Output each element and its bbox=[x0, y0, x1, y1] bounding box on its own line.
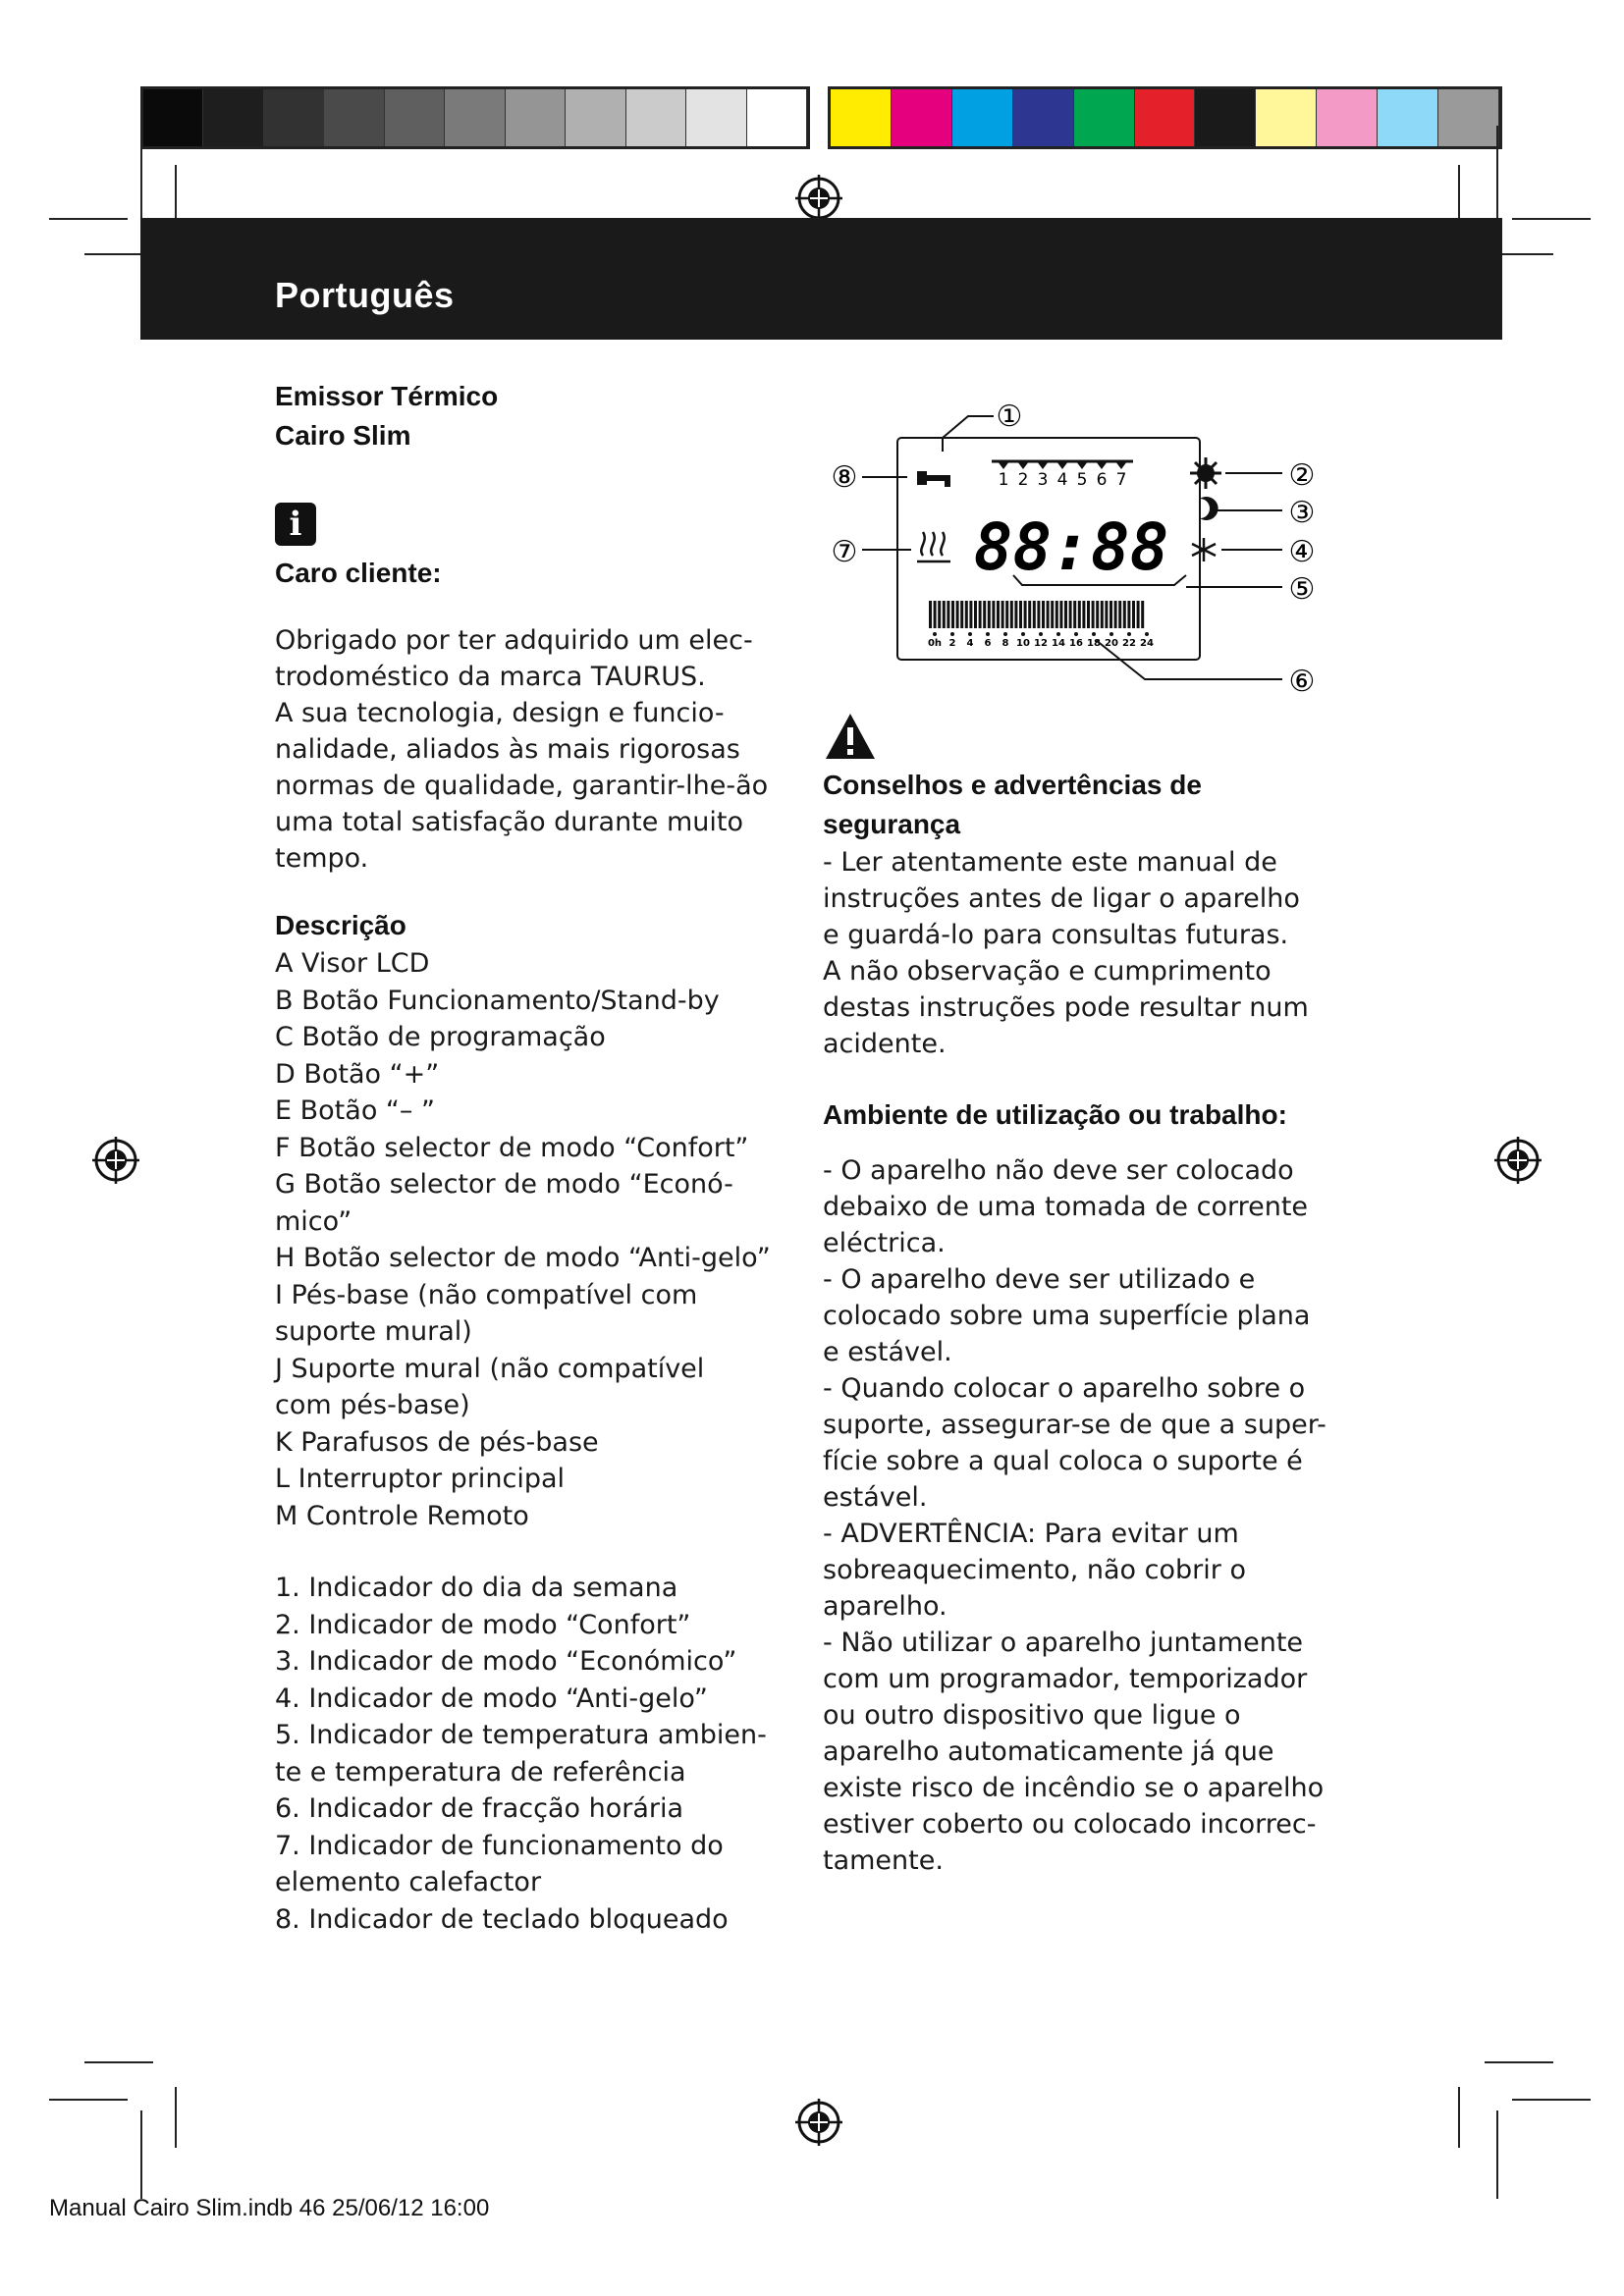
intro-line: A sua tecnologia, design e funcio- bbox=[275, 698, 725, 728]
time-bar bbox=[1123, 601, 1126, 628]
day-marker bbox=[1076, 461, 1088, 469]
day-marker bbox=[1056, 461, 1068, 469]
hour-dot bbox=[1003, 632, 1007, 636]
safety-line: acidente. bbox=[823, 1029, 947, 1059]
lcd-display-diagram bbox=[821, 383, 1331, 707]
list-item: 5. Indicador de temperatura ambien- bbox=[275, 1720, 767, 1750]
environment-line: e estável. bbox=[823, 1337, 952, 1367]
callout-1: ① bbox=[996, 400, 1023, 434]
time-bar bbox=[934, 601, 937, 628]
day-label: 6 bbox=[1096, 470, 1108, 490]
day-marker bbox=[1017, 461, 1029, 469]
color-swatch bbox=[831, 89, 892, 146]
registration-mark-icon bbox=[1492, 1135, 1543, 1186]
hour-label: 4 bbox=[966, 638, 974, 649]
environment-line: estável. bbox=[823, 1482, 928, 1513]
list-item: E Botão “– ” bbox=[275, 1095, 435, 1126]
time-bar bbox=[956, 601, 959, 628]
hour-dot bbox=[1056, 632, 1060, 636]
color-swatch bbox=[1013, 89, 1074, 146]
time-bar bbox=[1010, 601, 1013, 628]
environment-line: aparelho automaticamente já que bbox=[823, 1736, 1274, 1767]
time-bar bbox=[1051, 601, 1054, 628]
time-bar bbox=[1132, 601, 1135, 628]
indicators-list bbox=[275, 1570, 785, 1938]
list-item: H Botão selector de modo “Anti-gelo” bbox=[275, 1243, 771, 1273]
intro-line: Obrigado por ter adquirido um elec- bbox=[275, 625, 753, 656]
hourly-fraction-bars bbox=[929, 601, 1149, 636]
color-swatch bbox=[626, 89, 686, 146]
color-swatch bbox=[264, 89, 324, 146]
time-bar bbox=[1137, 601, 1140, 628]
day-marker bbox=[1037, 461, 1049, 469]
hour-label: 20 bbox=[1105, 638, 1118, 649]
time-bar bbox=[1078, 601, 1081, 628]
hour-dot bbox=[986, 632, 990, 636]
intro-heading: Caro cliente: bbox=[275, 558, 442, 588]
language-title: Português bbox=[275, 275, 455, 315]
gray-scale-bar bbox=[140, 86, 810, 149]
time-bar bbox=[1019, 601, 1022, 628]
time-bar bbox=[1110, 601, 1112, 628]
list-item: 7. Indicador de funcionamento do bbox=[275, 1830, 724, 1861]
product-name-line1: Emissor Térmico bbox=[275, 381, 499, 411]
color-swatch bbox=[952, 89, 1013, 146]
environment-line: - O aparelho deve ser utilizado e bbox=[823, 1264, 1256, 1295]
time-bar bbox=[1087, 601, 1090, 628]
environment-line: existe risco de incêndio se o aparelho bbox=[823, 1773, 1325, 1803]
warning-triangle-icon bbox=[823, 711, 878, 762]
callout-7: ⑦ bbox=[831, 535, 858, 569]
list-item: mico” bbox=[275, 1205, 352, 1237]
day-label: 1 bbox=[998, 470, 1009, 490]
hour-label: 22 bbox=[1122, 638, 1136, 649]
time-bar bbox=[979, 601, 982, 628]
intro-line: uma total satisfação durante muito bbox=[275, 807, 743, 837]
registration-mark-icon bbox=[90, 1135, 141, 1186]
environment-line: estiver coberto ou colocado incorrec- bbox=[823, 1809, 1317, 1840]
color-swatch bbox=[445, 89, 505, 146]
day-marker bbox=[998, 461, 1009, 469]
list-item: L Interruptor principal bbox=[275, 1464, 566, 1494]
moon-icon bbox=[1200, 497, 1218, 520]
list-item: C Botão de programação bbox=[275, 1022, 606, 1052]
time-bar bbox=[1127, 601, 1130, 628]
info-icon: i bbox=[275, 503, 316, 546]
time-bar bbox=[960, 601, 963, 628]
hour-label: 6 bbox=[984, 638, 992, 649]
time-bar bbox=[1082, 601, 1085, 628]
safety-text bbox=[823, 844, 1333, 1062]
list-item: com pés-base) bbox=[275, 1390, 470, 1420]
environment-line: eléctrica. bbox=[823, 1228, 946, 1258]
color-swatch bbox=[1438, 89, 1499, 146]
time-bar bbox=[938, 601, 941, 628]
list-item: I Pés-base (não compatível com bbox=[275, 1279, 698, 1310]
environment-line: sobreaquecimento, não cobrir o bbox=[823, 1555, 1246, 1585]
callout-6: ⑥ bbox=[1288, 665, 1316, 699]
list-item: elemento calefactor bbox=[275, 1867, 542, 1897]
time-bar bbox=[988, 601, 991, 628]
list-item: G Botão selector de modo “Econó- bbox=[275, 1169, 733, 1200]
time-bar bbox=[947, 601, 949, 628]
list-item: B Botão Funcionamento/Stand-by bbox=[275, 985, 720, 1016]
environment-line: fície sobre a qual coloca o suporte é bbox=[823, 1446, 1303, 1476]
hour-dot bbox=[1021, 632, 1025, 636]
environment-line: - Não utilizar o aparelho juntamente bbox=[823, 1628, 1304, 1658]
list-item: F Botão selector de modo “Confort” bbox=[275, 1132, 749, 1163]
environment-line: com um programador, temporizador bbox=[823, 1664, 1308, 1694]
heating-element-icon bbox=[917, 532, 950, 561]
day-of-week-indicator bbox=[992, 461, 1133, 469]
color-swatch bbox=[143, 89, 203, 146]
product-name-line2: Cairo Slim bbox=[275, 420, 411, 451]
time-bar bbox=[1118, 601, 1121, 628]
environment-line: tamente. bbox=[823, 1845, 944, 1876]
color-swatch bbox=[1378, 89, 1438, 146]
time-bar bbox=[951, 601, 954, 628]
intro-line: trodoméstico da marca TAURUS. bbox=[275, 662, 706, 692]
time-bar bbox=[1059, 601, 1062, 628]
day-label: 7 bbox=[1115, 470, 1127, 490]
hour-label: 8 bbox=[1001, 638, 1009, 649]
list-item: 2. Indicador de modo “Confort” bbox=[275, 1609, 691, 1640]
time-bar bbox=[1114, 601, 1117, 628]
hour-dot bbox=[968, 632, 972, 636]
environment-line: colocado sobre uma superfície plana bbox=[823, 1301, 1311, 1331]
list-item: 3. Indicador de modo “Económico” bbox=[275, 1646, 737, 1677]
sun-icon bbox=[1190, 457, 1221, 489]
time-bar bbox=[1033, 601, 1036, 628]
list-item: 4. Indicador de modo “Anti-gelo” bbox=[275, 1682, 708, 1714]
color-swatch bbox=[686, 89, 746, 146]
day-marker bbox=[1096, 461, 1108, 469]
time-bar bbox=[992, 601, 995, 628]
environment-line: suporte, assegurar-se de que a super- bbox=[823, 1410, 1326, 1440]
description-heading: Descrição bbox=[275, 910, 406, 940]
time-bar bbox=[1064, 601, 1067, 628]
day-label: 2 bbox=[1017, 470, 1029, 490]
environment-text bbox=[823, 1152, 1333, 1879]
environment-heading: Ambiente de utilização ou trabalho: bbox=[823, 1099, 1287, 1130]
callout-4: ④ bbox=[1288, 535, 1316, 569]
time-bar bbox=[965, 601, 968, 628]
time-bar bbox=[997, 601, 1000, 628]
color-swatch bbox=[747, 89, 807, 146]
day-label: 5 bbox=[1076, 470, 1088, 490]
environment-line: - ADVERTÊNCIA: Para evitar um bbox=[823, 1519, 1239, 1549]
callout-2: ② bbox=[1288, 458, 1316, 493]
safety-heading: Conselhos e advertências de segurança bbox=[823, 770, 1202, 839]
time-bar bbox=[943, 601, 946, 628]
hour-dot bbox=[1074, 632, 1078, 636]
time-bar bbox=[969, 601, 972, 628]
color-swatch bbox=[385, 89, 445, 146]
color-swatch bbox=[324, 89, 384, 146]
time-bar bbox=[1028, 601, 1031, 628]
day-labels bbox=[999, 470, 1127, 490]
environment-line: debaixo de uma tomada de corrente bbox=[823, 1192, 1309, 1222]
hour-dot bbox=[1127, 632, 1131, 636]
safety-line: instruções antes de ligar o aparelho bbox=[823, 883, 1300, 914]
registration-mark-icon bbox=[793, 173, 844, 224]
color-swatch bbox=[1317, 89, 1378, 146]
hour-dot bbox=[1110, 632, 1113, 636]
safety-line: destas instruções pode resultar num bbox=[823, 992, 1309, 1023]
process-color-bar bbox=[828, 86, 1502, 149]
callout-5: ⑤ bbox=[1288, 572, 1316, 607]
intro-line: tempo. bbox=[275, 843, 369, 874]
safety-line: - Ler atentamente este manual de bbox=[823, 847, 1277, 878]
time-bar bbox=[1141, 601, 1144, 628]
hour-label: 18 bbox=[1087, 638, 1101, 649]
time-bar bbox=[1001, 601, 1004, 628]
hour-label: 16 bbox=[1069, 638, 1083, 649]
color-swatch bbox=[566, 89, 625, 146]
time-bar bbox=[974, 601, 977, 628]
safety-line: A não observação e cumprimento bbox=[823, 956, 1272, 987]
registration-mark-icon bbox=[793, 2097, 844, 2148]
hour-dot bbox=[1039, 632, 1043, 636]
hour-label: 10 bbox=[1016, 638, 1030, 649]
intro-line: normas de qualidade, garantir-lhe-ão bbox=[275, 771, 769, 801]
safety-line: e guardá-lo para consultas futuras. bbox=[823, 920, 1289, 950]
environment-line: - O aparelho não deve ser colocado bbox=[823, 1155, 1294, 1186]
time-bar bbox=[1069, 601, 1072, 628]
keypad-lock-icon bbox=[917, 471, 950, 487]
hour-dot bbox=[1145, 632, 1149, 636]
time-bar bbox=[1005, 601, 1008, 628]
color-swatch bbox=[203, 89, 263, 146]
time-bar bbox=[1014, 601, 1017, 628]
day-label: 3 bbox=[1037, 470, 1049, 490]
hour-label: 24 bbox=[1140, 638, 1154, 649]
list-item: A Visor LCD bbox=[275, 948, 430, 979]
list-item: 6. Indicador de fracção horária bbox=[275, 1793, 684, 1824]
list-item: suporte mural) bbox=[275, 1316, 472, 1347]
hour-dot bbox=[1092, 632, 1096, 636]
temperature-digits: 88:88 bbox=[973, 509, 1169, 585]
time-bar bbox=[1056, 601, 1058, 628]
color-swatch bbox=[892, 89, 952, 146]
list-item: M Controle Remoto bbox=[275, 1500, 529, 1531]
list-item: D Botão “+” bbox=[275, 1058, 440, 1090]
parts-list bbox=[275, 945, 785, 1534]
time-bar bbox=[929, 601, 932, 628]
hour-label: 12 bbox=[1034, 638, 1048, 649]
time-bar bbox=[983, 601, 986, 628]
color-swatch bbox=[1135, 89, 1196, 146]
list-item: 8. Indicador de teclado bloqueado bbox=[275, 1903, 729, 1935]
hour-scale bbox=[928, 638, 1154, 649]
list-item: K Parafusos de pés-base bbox=[275, 1426, 599, 1458]
color-swatch bbox=[1195, 89, 1256, 146]
environment-line: aparelho. bbox=[823, 1591, 947, 1622]
intro-text bbox=[275, 622, 785, 877]
time-bar bbox=[1096, 601, 1099, 628]
color-swatch bbox=[506, 89, 566, 146]
callout-8: ⑧ bbox=[831, 460, 858, 495]
intro-line: nalidade, aliados às mais rigorosas bbox=[275, 734, 740, 765]
time-bar bbox=[1037, 601, 1040, 628]
color-swatch bbox=[1074, 89, 1135, 146]
callout-3: ③ bbox=[1288, 496, 1316, 530]
right-column bbox=[823, 711, 1333, 1879]
color-swatch bbox=[1256, 89, 1317, 146]
list-item: te e temperatura de referência bbox=[275, 1756, 686, 1788]
print-slug: Manual Cairo Slim.indb 46 25/06/12 16:00 bbox=[49, 2195, 490, 2221]
day-marker bbox=[1115, 461, 1127, 469]
environment-line: - Quando colocar o aparelho sobre o bbox=[823, 1373, 1306, 1404]
day-label: 4 bbox=[1056, 470, 1068, 490]
time-bar bbox=[1073, 601, 1076, 628]
snowflake-icon bbox=[1192, 538, 1216, 561]
hour-label: 14 bbox=[1052, 638, 1065, 649]
list-item: J Suporte mural (não compatível bbox=[275, 1353, 705, 1384]
hour-label: 0h bbox=[927, 638, 943, 649]
hour-dot bbox=[933, 632, 937, 636]
time-bar bbox=[1042, 601, 1045, 628]
environment-line: ou outro dispositivo que ligue o bbox=[823, 1700, 1241, 1731]
list-item: 1. Indicador do dia da semana bbox=[275, 1573, 678, 1603]
time-bar bbox=[1092, 601, 1095, 628]
time-bar bbox=[1101, 601, 1104, 628]
time-bar bbox=[1105, 601, 1108, 628]
left-column bbox=[275, 377, 785, 1938]
time-bar bbox=[1024, 601, 1027, 628]
time-bar bbox=[1047, 601, 1050, 628]
hour-label: 2 bbox=[948, 638, 956, 649]
hour-dot bbox=[950, 632, 954, 636]
